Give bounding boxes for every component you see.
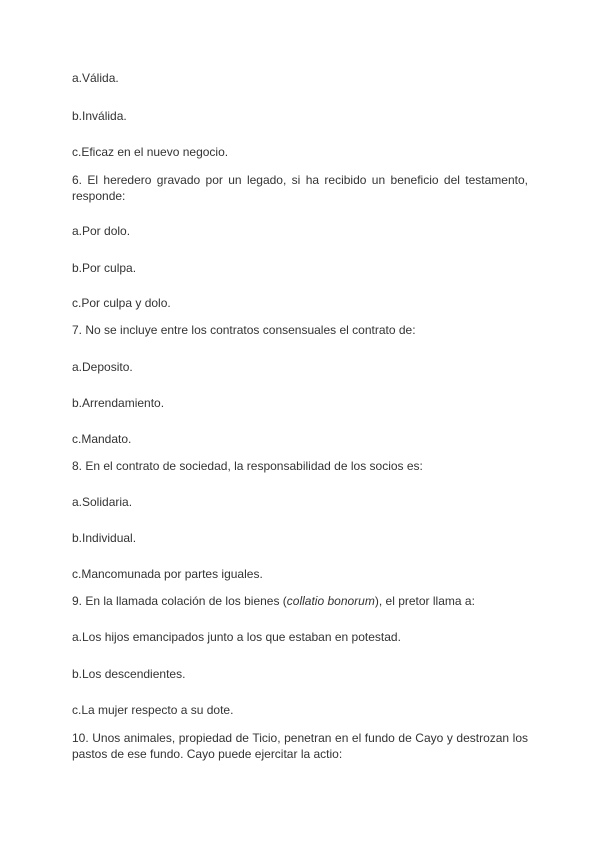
q8-option-c: c.Mancomunada por partes iguales. (72, 567, 263, 581)
q9-question-pre: 9. En la llamada colación de los bienes ( (72, 594, 287, 608)
q9-option-b: b.Los descendientes. (72, 667, 186, 681)
q9-option-a: a.Los hijos emancipados junto a los que estaban en potestad. (72, 630, 401, 644)
q8-option-a: a.Solidaria. (72, 495, 133, 509)
q9-question (72, 594, 475, 609)
q7-option-b: b.Arrendamiento. (72, 396, 165, 410)
q7-question: 7. No se incluye entre los contratos consensuales el contrato de: (72, 323, 416, 337)
q5-option-b: b.Inválida. (72, 109, 127, 123)
q6-option-a: a.Por dolo. (72, 224, 131, 238)
q6-question: 6. El heredero gravado por un legado, si ha recibido un beneficio del testamento, responde: (72, 173, 528, 203)
q5-option-a: a.Válida. (72, 71, 119, 85)
q7-option-c: c.Mandato. (72, 432, 132, 446)
q6-option-c: c.Por culpa y dolo. (72, 296, 171, 310)
q7-option-a: a.Deposito. (72, 360, 133, 374)
q6-option-b: b.Por culpa. (72, 261, 137, 275)
q8-question: 8. En el contrato de sociedad, la responsabilidad de los socios es: (72, 459, 423, 473)
q9-option-c: c.La mujer respecto a su dote. (72, 703, 234, 717)
q9-question-post: ), el pretor llama a: (374, 594, 475, 608)
q10-question: 10. Unos animales, propiedad de Ticio, penetran en el fundo de Cayo y destrozan los pastos de ese fundo. Cayo puede ejercitar la actio: (72, 731, 528, 761)
q5-option-c: c.Eficaz en el nuevo negocio. (72, 145, 229, 159)
q9-question-latin-term: collatio bonorum (286, 594, 375, 608)
q8-option-b: b.Individual. (72, 531, 137, 545)
